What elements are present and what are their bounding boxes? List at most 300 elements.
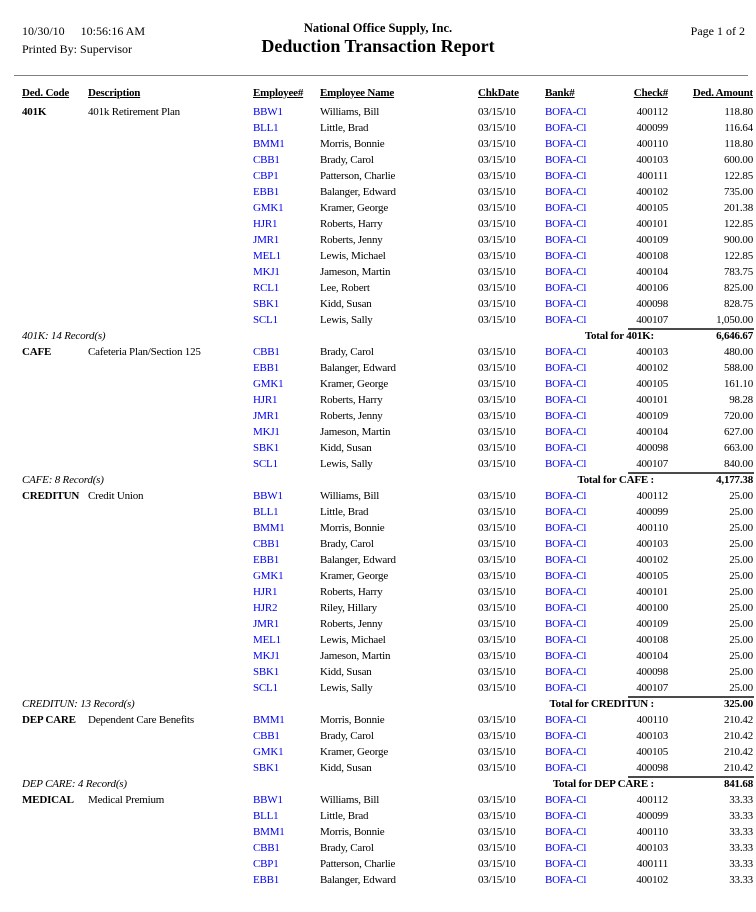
check-number-cell: 400100 — [636, 602, 668, 614]
check-number-cell: 400105 — [636, 746, 668, 758]
bank-link[interactable]: BOFA-Cl — [545, 538, 587, 550]
table-row — [0, 440, 756, 456]
bank-link[interactable]: BOFA-Cl — [545, 266, 587, 278]
bank-link[interactable]: BOFA-Cl — [545, 506, 587, 518]
check-number-cell: 400112 — [636, 106, 668, 118]
bank-link[interactable]: BOFA-Cl — [545, 314, 587, 326]
description-cell — [88, 648, 253, 664]
bank-link[interactable]: BOFA-Cl — [545, 746, 587, 758]
report-header — [0, 0, 756, 86]
table-row — [0, 632, 756, 648]
table-row — [0, 136, 756, 152]
chkdate-cell: 03/15/10 — [478, 186, 516, 198]
employee-code-link[interactable]: EBB1 — [253, 874, 280, 886]
ded-code-cell — [22, 584, 88, 600]
report-title: Deduction Transaction Report — [261, 36, 495, 56]
bank-link[interactable]: BOFA-Cl — [545, 458, 587, 470]
chkdate-cell: 03/15/10 — [478, 266, 516, 278]
employee-code-link[interactable]: HJR1 — [253, 218, 278, 230]
check-number-cell: 400109 — [636, 234, 668, 246]
employee-name-cell: Balanger, Edward — [320, 874, 396, 886]
ded-amount-cell: 122.85 — [723, 218, 753, 230]
chkdate-cell: 03/15/10 — [478, 442, 516, 454]
bank-link[interactable]: BOFA-Cl — [545, 666, 587, 678]
table-row — [0, 424, 756, 440]
check-number-cell: 400101 — [636, 586, 668, 598]
employee-code-link[interactable]: CBP1 — [253, 170, 279, 182]
description-cell — [88, 600, 253, 616]
ded-amount-cell: 1,050.00 — [716, 314, 753, 326]
ded-amount-cell: 25.00 — [729, 522, 753, 534]
bank-link[interactable]: BOFA-Cl — [545, 426, 587, 438]
check-number-cell: 400111 — [637, 170, 668, 182]
ded-code-cell — [22, 552, 88, 568]
bank-link[interactable]: BOFA-Cl — [545, 490, 587, 502]
employee-code-link[interactable]: CBB1 — [253, 346, 280, 358]
check-number-cell: 400099 — [636, 122, 668, 134]
bank-link[interactable]: BOFA-Cl — [545, 522, 587, 534]
ded-code-cell — [22, 568, 88, 584]
ded-code-cell — [22, 200, 88, 216]
chkdate-cell: 03/15/10 — [478, 650, 516, 662]
group-total-label: Total for DEP CARE : — [552, 778, 654, 790]
ded-code-cell — [22, 840, 88, 856]
employee-code-link[interactable]: BBW1 — [253, 794, 283, 806]
col-header-bank: Bank# — [545, 87, 575, 99]
check-number-cell: 400099 — [636, 506, 668, 518]
employee-code-link[interactable]: BLL1 — [253, 506, 279, 518]
employee-code-link[interactable]: MEL1 — [253, 634, 281, 646]
employee-code-link[interactable]: CBB1 — [253, 730, 280, 742]
ded-code-cell: CREDITUN — [22, 490, 80, 502]
ded-code-cell — [22, 520, 88, 536]
check-number-cell: 400105 — [636, 378, 668, 390]
chkdate-cell: 03/15/10 — [478, 362, 516, 374]
table-row — [0, 168, 756, 184]
group-total-amount: 6,646.67 — [716, 330, 753, 342]
group-total-row — [0, 696, 756, 712]
check-number-cell: 400111 — [637, 858, 668, 870]
check-number-cell: 400105 — [636, 570, 668, 582]
table-row — [0, 872, 756, 888]
employee-code-link[interactable]: HJR1 — [253, 586, 278, 598]
check-number-cell: 400103 — [636, 346, 668, 358]
employee-name-cell: Brady, Carol — [320, 346, 374, 358]
chkdate-cell: 03/15/10 — [478, 202, 516, 214]
bank-link[interactable]: BOFA-Cl — [545, 234, 587, 246]
bank-link[interactable]: BOFA-Cl — [545, 730, 587, 742]
bank-link[interactable]: BOFA-Cl — [545, 394, 587, 406]
employee-name-cell: Roberts, Jenny — [320, 618, 383, 630]
employee-name-cell: Kramer, George — [320, 202, 389, 214]
chkdate-cell: 03/15/10 — [478, 506, 516, 518]
chkdate-cell: 03/15/10 — [478, 538, 516, 550]
bank-link[interactable]: BOFA-Cl — [545, 186, 587, 198]
ded-amount-cell: 122.85 — [723, 250, 753, 262]
description-cell — [88, 632, 253, 648]
employee-code-link[interactable]: SBK1 — [253, 298, 280, 310]
ded-amount-cell: 840.00 — [723, 458, 753, 470]
employee-code-link[interactable]: CBB1 — [253, 154, 280, 166]
check-number-cell: 400104 — [636, 426, 668, 438]
ded-code-cell: MEDICAL — [22, 794, 74, 806]
ded-code-cell — [22, 856, 88, 872]
ded-code-cell — [22, 648, 88, 664]
table-row — [0, 616, 756, 632]
ded-amount-cell: 600.00 — [723, 154, 753, 166]
ded-amount-cell: 98.28 — [729, 394, 753, 406]
chkdate-cell: 03/15/10 — [478, 426, 516, 438]
bank-link[interactable]: BOFA-Cl — [545, 586, 587, 598]
bank-link[interactable]: BOFA-Cl — [545, 554, 587, 566]
report-body — [0, 104, 756, 888]
table-row — [0, 856, 756, 872]
employee-code-link[interactable]: BMM1 — [253, 138, 285, 150]
employee-name-cell: Riley, Hillary — [320, 602, 377, 614]
employee-name-cell: Lewis, Michael — [320, 634, 386, 646]
employee-code-link[interactable]: BBW1 — [253, 106, 283, 118]
check-number-cell: 400103 — [636, 538, 668, 550]
ded-amount-cell: 161.10 — [723, 378, 753, 390]
employee-code-link[interactable]: SBK1 — [253, 666, 280, 678]
table-row — [0, 120, 756, 136]
employee-name-cell: Brady, Carol — [320, 842, 374, 854]
employee-code-link[interactable]: MKJ1 — [253, 426, 280, 438]
ded-code-cell — [22, 744, 88, 760]
table-row — [0, 728, 756, 744]
employee-code-link[interactable]: JMR1 — [253, 234, 280, 246]
employee-code-link[interactable]: EBB1 — [253, 186, 280, 198]
employee-name-cell: Lewis, Sally — [320, 458, 373, 470]
table-row — [0, 792, 756, 808]
bank-link[interactable]: BOFA-Cl — [545, 842, 587, 854]
description-cell — [88, 856, 253, 872]
col-header-employee-name: Employee Name — [320, 87, 395, 99]
col-header-description: Description — [88, 87, 141, 99]
bank-link[interactable]: BOFA-Cl — [545, 170, 587, 182]
check-number-cell: 400101 — [636, 218, 668, 230]
description-cell — [88, 872, 253, 888]
employee-code-link[interactable]: GMK1 — [253, 570, 284, 582]
bank-link[interactable]: BOFA-Cl — [545, 138, 587, 150]
chkdate-cell: 03/15/10 — [478, 138, 516, 150]
description-cell — [88, 840, 253, 856]
bank-link[interactable]: BOFA-Cl — [545, 362, 587, 374]
table-row — [0, 520, 756, 536]
description-cell — [88, 392, 253, 408]
table-row — [0, 680, 756, 696]
ded-amount-cell: 900.00 — [723, 234, 753, 246]
employee-name-cell: Williams, Bill — [320, 794, 380, 806]
bank-link[interactable]: BOFA-Cl — [545, 106, 587, 118]
employee-code-link[interactable]: MKJ1 — [253, 266, 280, 278]
ded-code-cell — [22, 216, 88, 232]
employee-code-link[interactable]: BMM1 — [253, 826, 285, 838]
employee-code-link[interactable]: SBK1 — [253, 442, 280, 454]
chkdate-cell: 03/15/10 — [478, 682, 516, 694]
employee-code-link[interactable]: HJR2 — [253, 602, 278, 614]
employee-name-cell: Lee, Robert — [320, 282, 370, 294]
check-number-cell: 400107 — [636, 314, 668, 326]
table-row — [0, 296, 756, 312]
description-cell — [88, 376, 253, 392]
bank-link[interactable]: BOFA-Cl — [545, 298, 587, 310]
employee-name-cell: Jameson, Martin — [320, 650, 391, 662]
ded-amount-cell: 735.00 — [723, 186, 753, 198]
table-row — [0, 200, 756, 216]
group-record-count: DEP CARE: 4 Record(s) — [22, 778, 127, 790]
description-cell — [88, 360, 253, 376]
employee-name-cell: Brady, Carol — [320, 154, 374, 166]
employee-name-cell: Kidd, Susan — [320, 762, 372, 774]
group-total-amount: 4,177.38 — [716, 474, 753, 486]
ded-amount-cell: 25.00 — [729, 490, 753, 502]
chkdate-cell: 03/15/10 — [478, 842, 516, 854]
employee-code-link[interactable]: BLL1 — [253, 122, 279, 134]
description-cell — [88, 168, 253, 184]
employee-code-link[interactable]: CBB1 — [253, 538, 280, 550]
chkdate-cell: 03/15/10 — [478, 714, 516, 726]
ded-code-cell — [22, 664, 88, 680]
employee-code-link[interactable]: CBP1 — [253, 858, 279, 870]
employee-name-cell: Morris, Bonnie — [320, 714, 385, 726]
check-number-cell: 400102 — [636, 874, 668, 886]
employee-code-link[interactable]: SCL1 — [253, 682, 278, 694]
description-cell — [88, 616, 253, 632]
description-cell: Credit Union — [88, 490, 144, 502]
check-number-cell: 400102 — [636, 362, 668, 374]
employee-code-link[interactable]: GMK1 — [253, 378, 284, 390]
bank-link[interactable]: BOFA-Cl — [545, 570, 587, 582]
ded-code-cell — [22, 168, 88, 184]
chkdate-cell: 03/15/10 — [478, 122, 516, 134]
employee-code-link[interactable]: GMK1 — [253, 746, 284, 758]
check-number-cell: 400104 — [636, 266, 668, 278]
ded-amount-cell: 663.00 — [723, 442, 753, 454]
table-row — [0, 744, 756, 760]
chkdate-cell: 03/15/10 — [478, 394, 516, 406]
check-number-cell: 400110 — [636, 826, 668, 838]
check-number-cell: 400101 — [636, 394, 668, 406]
group-total-amount: 325.00 — [723, 698, 753, 710]
employee-code-link[interactable]: EBB1 — [253, 554, 280, 566]
ded-amount-cell: 122.85 — [723, 170, 753, 182]
group-record-count: CREDITUN: 13 Record(s) — [22, 698, 135, 710]
description-cell — [88, 248, 253, 264]
ded-amount-cell: 25.00 — [729, 554, 753, 566]
ded-amount-cell: 828.75 — [723, 298, 753, 310]
ded-code-cell — [22, 456, 88, 472]
ded-code-cell: 401K — [22, 106, 47, 118]
ded-code-cell — [22, 280, 88, 296]
employee-name-cell: Kramer, George — [320, 378, 389, 390]
employee-code-link[interactable]: HJR1 — [253, 394, 278, 406]
ded-code-cell — [22, 120, 88, 136]
ded-amount-cell: 25.00 — [729, 682, 753, 694]
group-total-label: Total for 401K: — [584, 330, 654, 342]
bank-link[interactable]: BOFA-Cl — [545, 250, 587, 262]
employee-code-link[interactable]: EBB1 — [253, 362, 280, 374]
check-number-cell: 400103 — [636, 842, 668, 854]
ded-amount-cell: 588.00 — [723, 362, 753, 374]
description-cell — [88, 120, 253, 136]
chkdate-cell: 03/15/10 — [478, 410, 516, 422]
check-number-cell: 400108 — [636, 250, 668, 262]
description-cell — [88, 760, 253, 776]
description-cell — [88, 536, 253, 552]
table-row — [0, 552, 756, 568]
ded-code-cell — [22, 408, 88, 424]
employee-code-link[interactable]: MKJ1 — [253, 650, 280, 662]
bank-link[interactable]: BOFA-Cl — [545, 874, 587, 886]
employee-code-link[interactable]: JMR1 — [253, 618, 280, 630]
employee-name-cell: Roberts, Harry — [320, 218, 383, 230]
report-table — [0, 86, 756, 888]
bank-link[interactable]: BOFA-Cl — [545, 762, 587, 774]
page-number: Page 1 of 2 — [690, 24, 745, 38]
bank-link[interactable]: BOFA-Cl — [545, 410, 587, 422]
bank-link[interactable]: BOFA-Cl — [545, 858, 587, 870]
description-cell — [88, 136, 253, 152]
header-divider — [14, 75, 748, 76]
employee-name-cell: Roberts, Harry — [320, 394, 383, 406]
bank-link[interactable]: BOFA-Cl — [545, 154, 587, 166]
ded-code-cell — [22, 136, 88, 152]
table-row — [0, 456, 756, 472]
check-number-cell: 400107 — [636, 682, 668, 694]
description-cell — [88, 440, 253, 456]
ded-amount-cell: 25.00 — [729, 538, 753, 550]
bank-link[interactable]: BOFA-Cl — [545, 714, 587, 726]
check-number-cell: 400098 — [636, 762, 668, 774]
employee-code-link[interactable]: SCL1 — [253, 458, 278, 470]
col-header-chkdate: ChkDate — [478, 87, 519, 99]
bank-link[interactable]: BOFA-Cl — [545, 794, 587, 806]
check-number-cell: 400098 — [636, 298, 668, 310]
ded-amount-cell: 25.00 — [729, 506, 753, 518]
chkdate-cell: 03/15/10 — [478, 282, 516, 294]
table-row — [0, 248, 756, 264]
chkdate-cell: 03/15/10 — [478, 154, 516, 166]
employee-name-cell: Kramer, George — [320, 746, 389, 758]
bank-link[interactable]: BOFA-Cl — [545, 650, 587, 662]
company-name: National Office Supply, Inc. — [303, 21, 453, 35]
check-number-cell: 400110 — [636, 714, 668, 726]
chkdate-cell: 03/15/10 — [478, 586, 516, 598]
description-cell — [88, 664, 253, 680]
check-number-cell: 400102 — [636, 554, 668, 566]
table-row — [0, 600, 756, 616]
check-number-cell: 400105 — [636, 202, 668, 214]
bank-link[interactable]: BOFA-Cl — [545, 634, 587, 646]
employee-code-link[interactable]: BBW1 — [253, 490, 283, 502]
employee-code-link[interactable]: BMM1 — [253, 714, 285, 726]
ded-code-cell — [22, 504, 88, 520]
table-row — [0, 232, 756, 248]
bank-link[interactable]: BOFA-Cl — [545, 442, 587, 454]
description-cell — [88, 824, 253, 840]
employee-code-link[interactable]: SCL1 — [253, 314, 278, 326]
ded-amount-cell: 480.00 — [723, 346, 753, 358]
ded-code-cell — [22, 680, 88, 696]
employee-code-link[interactable]: BMM1 — [253, 522, 285, 534]
employee-code-link[interactable]: RCL1 — [253, 282, 280, 294]
employee-code-link[interactable]: BLL1 — [253, 810, 279, 822]
employee-code-link[interactable]: JMR1 — [253, 410, 280, 422]
ded-code-cell — [22, 808, 88, 824]
bank-link[interactable]: BOFA-Cl — [545, 202, 587, 214]
description-cell: Cafeteria Plan/Section 125 — [88, 346, 201, 358]
bank-link[interactable]: BOFA-Cl — [545, 810, 587, 822]
table-row — [0, 808, 756, 824]
check-number-cell: 400109 — [636, 618, 668, 630]
employee-code-link[interactable]: GMK1 — [253, 202, 284, 214]
ded-amount-cell: 25.00 — [729, 570, 753, 582]
bank-link[interactable]: BOFA-Cl — [545, 826, 587, 838]
employee-name-cell: Balanger, Edward — [320, 554, 396, 566]
employee-code-link[interactable]: CBB1 — [253, 842, 280, 854]
description-cell — [88, 264, 253, 280]
ded-code-cell — [22, 392, 88, 408]
employee-name-cell: Kidd, Susan — [320, 298, 372, 310]
bank-link[interactable]: BOFA-Cl — [545, 602, 587, 614]
description-cell — [88, 728, 253, 744]
employee-name-cell: Brady, Carol — [320, 538, 374, 550]
bank-link[interactable]: BOFA-Cl — [545, 218, 587, 230]
bank-link[interactable]: BOFA-Cl — [545, 618, 587, 630]
table-row — [0, 488, 756, 504]
table-row — [0, 344, 756, 360]
ded-code-cell — [22, 440, 88, 456]
employee-name-cell: Lewis, Michael — [320, 250, 386, 262]
col-header-ded-code: Ded. Code — [22, 87, 70, 99]
employee-name-cell: Roberts, Jenny — [320, 410, 383, 422]
table-row — [0, 568, 756, 584]
description-cell — [88, 200, 253, 216]
ded-amount-cell: 210.42 — [723, 714, 753, 726]
employee-name-cell: Kidd, Susan — [320, 666, 372, 678]
description-cell — [88, 232, 253, 248]
employee-name-cell: Roberts, Harry — [320, 586, 383, 598]
description-cell: Dependent Care Benefits — [88, 714, 194, 726]
check-number-cell: 400106 — [636, 282, 668, 294]
employee-name-cell: Lewis, Sally — [320, 314, 373, 326]
ded-code-cell — [22, 184, 88, 200]
column-header-row — [0, 86, 756, 104]
check-number-cell: 400103 — [636, 730, 668, 742]
col-header-ded-amount: Ded. Amount — [692, 87, 753, 99]
bank-link[interactable]: BOFA-Cl — [545, 122, 587, 134]
table-row — [0, 280, 756, 296]
chkdate-cell: 03/15/10 — [478, 762, 516, 774]
bank-link[interactable]: BOFA-Cl — [545, 378, 587, 390]
chkdate-cell: 03/15/10 — [478, 602, 516, 614]
description-cell: 401k Retirement Plan — [88, 106, 180, 118]
description-cell — [88, 808, 253, 824]
bank-link[interactable]: BOFA-Cl — [545, 682, 587, 694]
employee-name-cell: Little, Brad — [320, 810, 369, 822]
bank-link[interactable]: BOFA-Cl — [545, 346, 587, 358]
employee-code-link[interactable]: SBK1 — [253, 762, 280, 774]
employee-name-cell: Morris, Bonnie — [320, 138, 385, 150]
group-total-label: Total for CREDITUN : — [549, 698, 654, 710]
ded-code-cell — [22, 264, 88, 280]
employee-code-link[interactable]: MEL1 — [253, 250, 281, 262]
check-number-cell: 400110 — [636, 138, 668, 150]
ded-code-cell — [22, 632, 88, 648]
table-row — [0, 648, 756, 664]
bank-link[interactable]: BOFA-Cl — [545, 282, 587, 294]
